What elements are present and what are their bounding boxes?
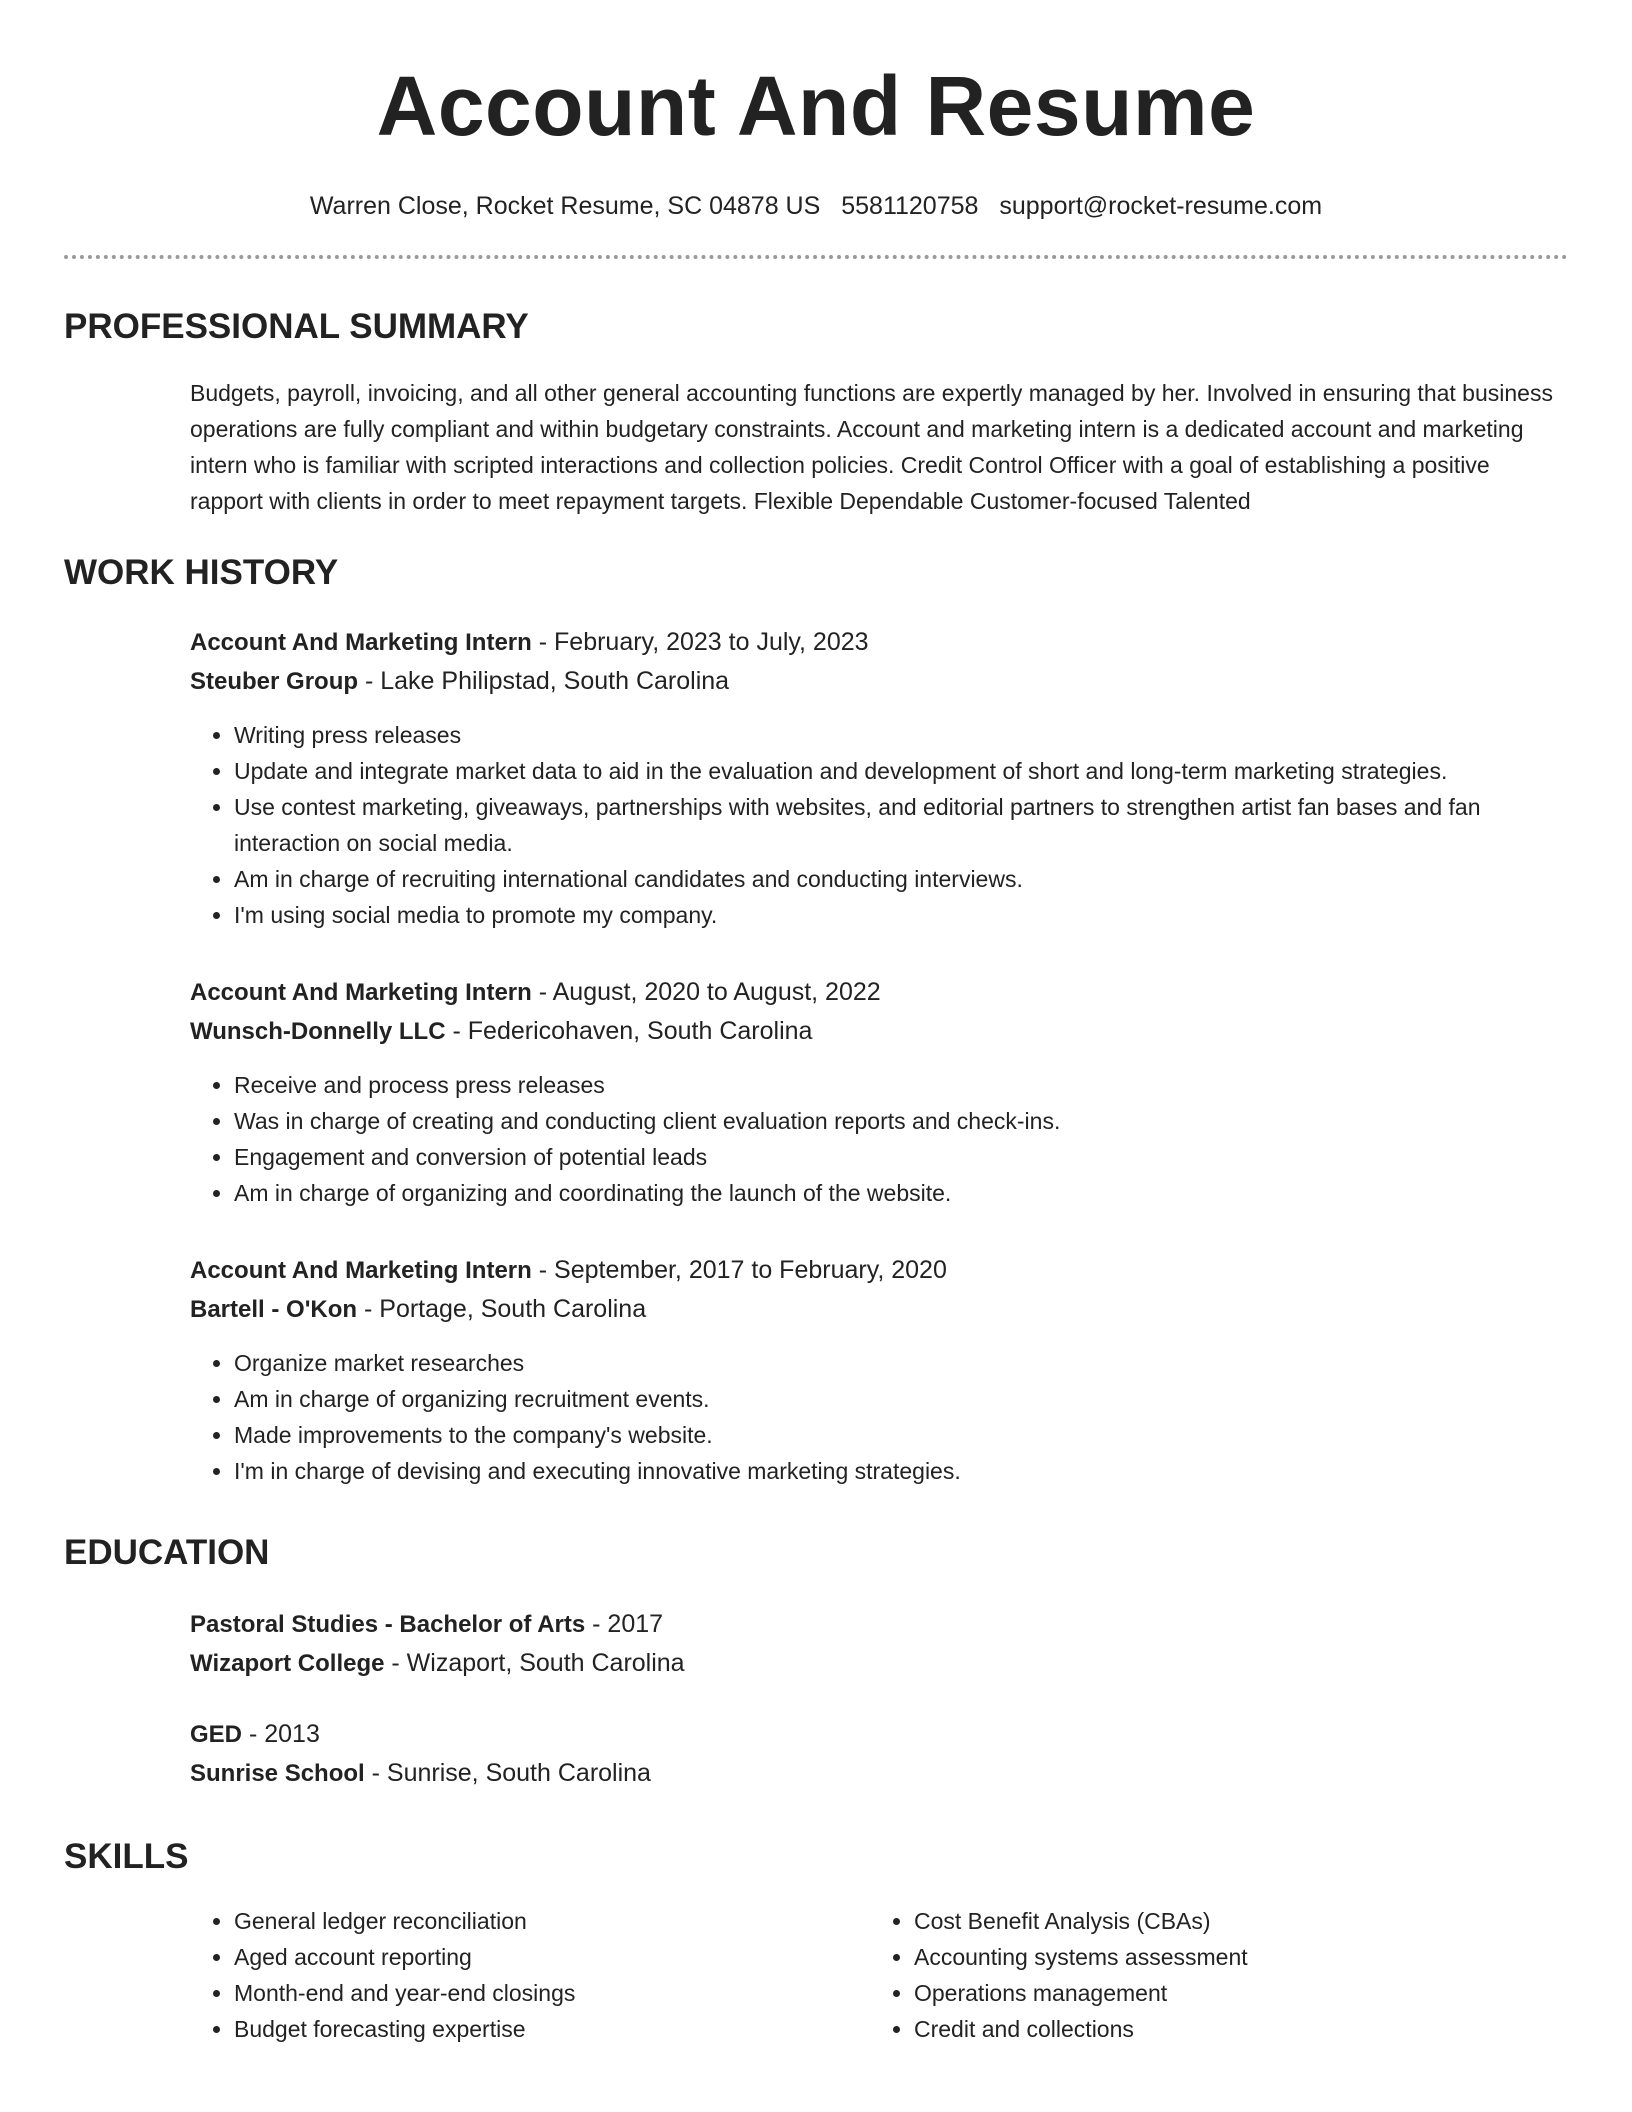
section-title-education: EDUCATION	[64, 1533, 270, 1572]
education-school-line	[190, 1754, 1562, 1793]
list-item: • Organize market researches	[234, 1345, 1562, 1381]
list-item: • Am in charge of recruiting international candidates and conducting interviews.	[234, 861, 1562, 897]
job-bullets	[190, 1067, 1562, 1211]
education-entry	[190, 1715, 1562, 1793]
skill-item: • Month-end and year-end closings	[234, 1975, 870, 2011]
education-degree-line	[190, 1605, 1562, 1644]
contact-address: Warren Close, Rocket Resume, SC 04878 US	[309, 192, 821, 220]
job-dates: - September, 2017 to February, 2020	[531, 1256, 947, 1284]
skill-item: • Aged account reporting	[234, 1939, 870, 1975]
list-item: • Engagement and conversion of potential leads	[234, 1139, 1562, 1175]
job-entry	[190, 973, 1562, 1211]
job-company: Bartell - O'Kon	[190, 1296, 358, 1323]
skill-item: • General ledger reconciliation	[234, 1903, 870, 1939]
list-item: • Made improvements to the company's website.	[234, 1417, 1562, 1453]
list-item: • Am in charge of organizing and coordinating the launch of the website.	[234, 1175, 1562, 1211]
job-role-line	[190, 623, 1562, 662]
job-company-line	[190, 662, 1562, 701]
education-entry	[190, 1605, 1562, 1683]
education-location: - Sunrise, South Carolina	[364, 1759, 651, 1787]
list-item: • Update and integrate market data to aid in the evaluation and development of short and long-term marketing strategies.	[234, 753, 1562, 789]
skills-column-right	[870, 1903, 1550, 2047]
summary-text: Budgets, payroll, invoicing, and all other general accounting functions are expertly managed by her. Involved in ensuring that business operations are fully compliant and within budgetary constraints. Account and marketing intern is a dedicated account and marketing intern who is familiar with scripted interactions and collection policies. Credit Control Officer with a goal of establishing a positive rapport with clients in order to meet repayment targets. Flexible Dependable Customer-focused Talented	[190, 380, 1553, 514]
list-item: • Am in charge of organizing recruitment events.	[234, 1381, 1562, 1417]
job-role: Account And Marketing Intern	[190, 629, 532, 656]
job-dates: - February, 2023 to July, 2023	[531, 628, 869, 656]
section-title-summary: PROFESSIONAL SUMMARY	[64, 307, 529, 346]
contact-email: support@rocket-resume.com	[999, 192, 1323, 220]
job-location: - Federicohaven, South Carolina	[445, 1017, 813, 1045]
job-bullets	[190, 1345, 1562, 1489]
job-company: Wunsch-Donnelly LLC	[190, 1018, 446, 1045]
job-company-line	[190, 1012, 1562, 1051]
education-location: - Wizaport, South Carolina	[384, 1649, 685, 1677]
resume-name: Account And Resume	[376, 59, 1256, 153]
job-role-line	[190, 973, 1562, 1012]
list-item: • Use contest marketing, giveaways, partnerships with websites, and editorial partners to strengthen artist fan bases and fan interaction on social media.	[234, 789, 1562, 861]
section-title-skills: SKILLS	[64, 1837, 189, 1876]
list-item: • I'm using social media to promote my company.	[234, 897, 1562, 933]
job-bullets	[190, 717, 1562, 933]
section-title-work-history: WORK HISTORY	[64, 553, 339, 592]
list-item: • Was in charge of creating and conducting client evaluation reports and check-ins.	[234, 1103, 1562, 1139]
list-item: • I'm in charge of devising and executing innovative marketing strategies.	[234, 1453, 1562, 1489]
skills-list	[190, 1903, 1562, 2047]
skills-column-left	[190, 1903, 870, 2047]
contact-line	[0, 192, 1632, 221]
skill-item: • Budget forecasting expertise	[234, 2011, 870, 2047]
job-company-line	[190, 1290, 1562, 1329]
skill-item: • Accounting systems assessment	[914, 1939, 1550, 1975]
education-degree: GED	[190, 1721, 243, 1748]
education-year: - 2013	[242, 1720, 320, 1748]
resume-header	[0, 0, 1632, 221]
education-school-line	[190, 1644, 1562, 1683]
contact-phone: 5581120758	[841, 192, 979, 220]
education-year: - 2017	[585, 1610, 664, 1638]
job-dates: - August, 2020 to August, 2022	[531, 978, 881, 1006]
list-item: • Receive and process press releases	[234, 1067, 1562, 1103]
skill-item: • Credit and collections	[914, 2011, 1550, 2047]
education-degree-line	[190, 1715, 1562, 1754]
job-entry	[190, 1251, 1562, 1489]
job-company: Steuber Group	[190, 668, 359, 695]
education-degree: Pastoral Studies - Bachelor of Arts	[190, 1611, 586, 1638]
job-role-line	[190, 1251, 1562, 1290]
education-school: Wizaport College	[190, 1650, 385, 1677]
job-role: Account And Marketing Intern	[190, 979, 532, 1006]
skill-item: • Operations management	[914, 1975, 1550, 2011]
job-location: - Lake Philipstad, South Carolina	[358, 667, 730, 695]
list-item: • Writing press releases	[234, 717, 1562, 753]
education-school: Sunrise School	[190, 1760, 365, 1787]
skill-item: • Cost Benefit Analysis (CBAs)	[914, 1903, 1550, 1939]
job-entry	[190, 623, 1562, 933]
job-role: Account And Marketing Intern	[190, 1257, 532, 1284]
header-divider	[64, 255, 1568, 259]
job-location: - Portage, South Carolina	[357, 1295, 647, 1323]
